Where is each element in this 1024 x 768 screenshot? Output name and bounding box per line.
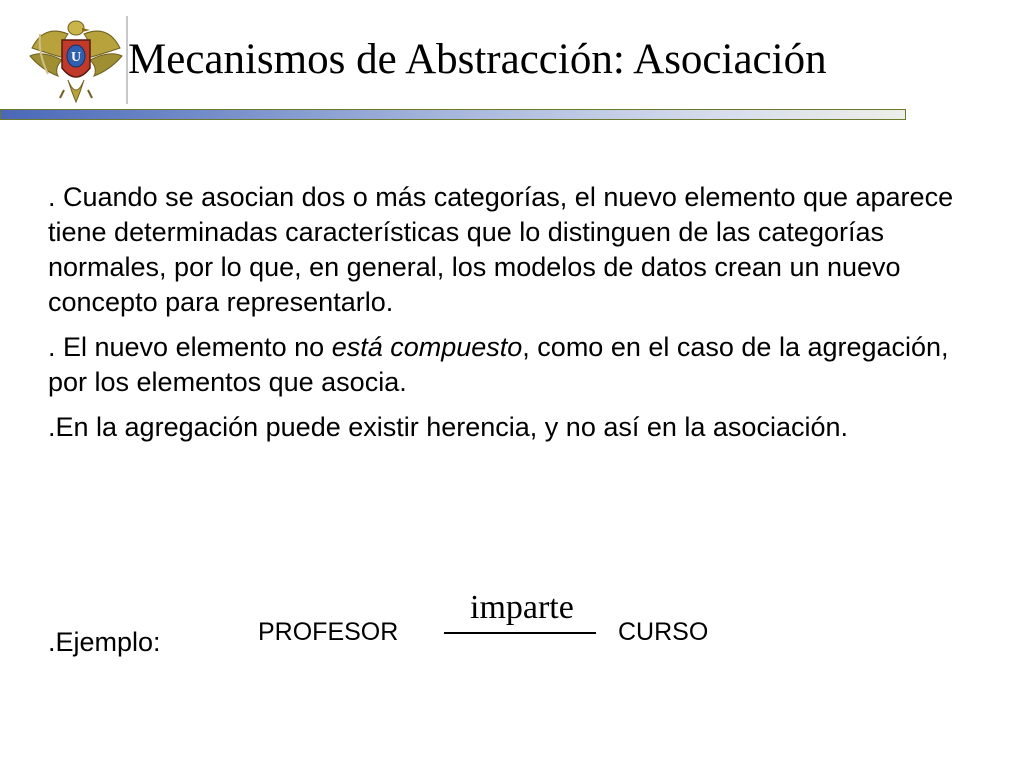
- title-underline-bar: [0, 109, 906, 120]
- example-label: .Ejemplo:: [48, 627, 161, 657]
- university-eagle-crest-icon: [24, 14, 128, 106]
- entity-curso: CURSO: [618, 618, 709, 646]
- paragraph-2-prefix: . El nuevo elemento no: [48, 332, 332, 362]
- body-paragraph-2: [48, 330, 988, 400]
- paragraph-2-suffix: , como en el caso de la agregación, por los elementos que asocia.: [48, 332, 949, 397]
- slide-body: [48, 180, 988, 445]
- university-logo: [24, 14, 128, 106]
- entity-profesor: PROFESOR: [258, 618, 399, 646]
- svg-text:U: U: [70, 50, 82, 65]
- relationship-label: imparte: [470, 589, 574, 626]
- body-paragraph-1: . Cuando se asocian dos o más categorías, el nuevo elemento que aparece tiene determinadas características que lo distinguen de las categorías normales, por lo que, en general, los modelos de datos crean un nuevo concepto para representarlo.: [48, 182, 954, 317]
- paragraph-2-emphasis: está compuesto: [331, 332, 523, 362]
- body-paragraph-3: .En la agregación puede existir herencia, y no así en la asociación.: [48, 412, 848, 442]
- relationship-line: [444, 632, 596, 634]
- slide-title: Mecanismos de Abstracción: Asociación: [128, 36, 827, 83]
